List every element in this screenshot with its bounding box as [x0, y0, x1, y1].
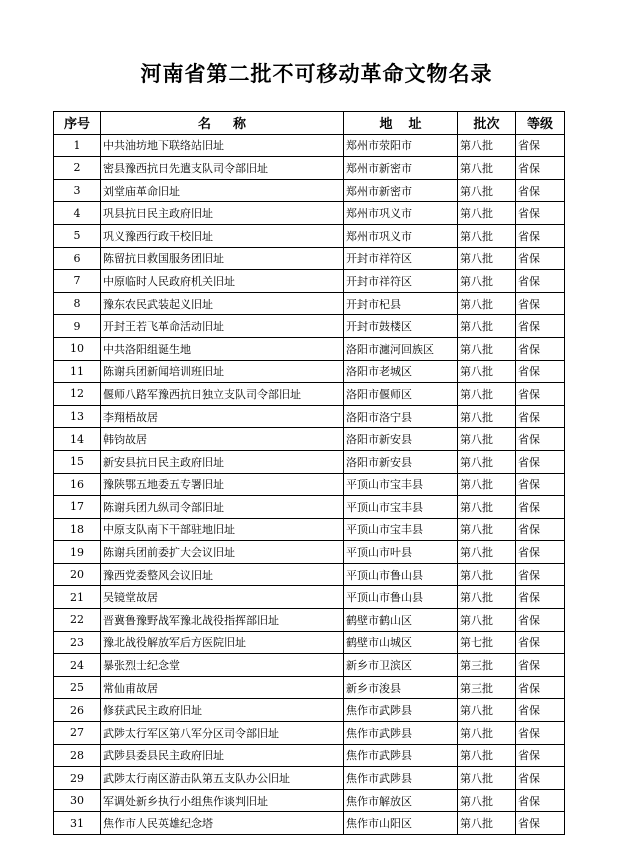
- row-index: 26: [54, 699, 101, 722]
- table-row: [54, 383, 565, 406]
- table-row: [54, 496, 565, 519]
- row-name: 常仙甫故居: [101, 676, 344, 699]
- row-index: 24: [54, 654, 101, 677]
- table-row: [54, 247, 565, 270]
- row-name: 中原临时人民政府机关旧址: [101, 270, 344, 293]
- row-address: 开封市祥符区: [344, 247, 458, 270]
- row-grade: 省保: [516, 473, 565, 496]
- table-row: [54, 179, 565, 202]
- row-batch: 第八批: [458, 247, 516, 270]
- row-index: 8: [54, 292, 101, 315]
- row-grade: 省保: [516, 315, 565, 338]
- row-address: 洛阳市新安县: [344, 450, 458, 473]
- row-name: 刘堂庙革命旧址: [101, 179, 344, 202]
- row-grade: 省保: [516, 722, 565, 745]
- row-address: 焦作市武陟县: [344, 722, 458, 745]
- table-row: [54, 586, 565, 609]
- row-index: 22: [54, 609, 101, 632]
- row-batch: 第八批: [458, 202, 516, 225]
- row-address: 平顶山市叶县: [344, 541, 458, 564]
- row-name: 陈谢兵团前委扩大会议旧址: [101, 541, 344, 564]
- row-address: 洛阳市洛宁县: [344, 405, 458, 428]
- row-name: 开封王若飞革命活动旧址: [101, 315, 344, 338]
- row-name: 偃师八路军豫西抗日独立支队司令部旧址: [101, 383, 344, 406]
- row-address: 洛阳市偃师区: [344, 383, 458, 406]
- row-batch: 第八批: [458, 563, 516, 586]
- row-batch: 第八批: [458, 428, 516, 451]
- row-address: 洛阳市新安县: [344, 428, 458, 451]
- row-address: 平顶山市宝丰县: [344, 496, 458, 519]
- row-grade: 省保: [516, 767, 565, 790]
- row-index: 28: [54, 744, 101, 767]
- row-grade: 省保: [516, 518, 565, 541]
- row-grade: 省保: [516, 224, 565, 247]
- table-row: [54, 270, 565, 293]
- row-index: 6: [54, 247, 101, 270]
- row-address: 焦作市山阳区: [344, 812, 458, 835]
- table-row: [54, 789, 565, 812]
- row-grade: 省保: [516, 541, 565, 564]
- row-index: 30: [54, 789, 101, 812]
- header-grade: 等级: [516, 112, 565, 135]
- row-batch: 第八批: [458, 609, 516, 632]
- row-address: 新乡市卫滨区: [344, 654, 458, 677]
- row-index: 10: [54, 337, 101, 360]
- row-name: 武陟县委县民主政府旧址: [101, 744, 344, 767]
- row-grade: 省保: [516, 654, 565, 677]
- row-grade: 省保: [516, 563, 565, 586]
- row-grade: 省保: [516, 292, 565, 315]
- row-address: 郑州市巩义市: [344, 202, 458, 225]
- row-batch: 第八批: [458, 360, 516, 383]
- row-index: 11: [54, 360, 101, 383]
- row-batch: 第八批: [458, 473, 516, 496]
- table-row: [54, 722, 565, 745]
- row-name: 修获武民主政府旧址: [101, 699, 344, 722]
- table-row: [54, 609, 565, 632]
- table-row: [54, 157, 565, 180]
- row-name: 巩县抗日民主政府旧址: [101, 202, 344, 225]
- row-address: 焦作市武陟县: [344, 744, 458, 767]
- row-name: 韩钧故居: [101, 428, 344, 451]
- row-index: 1: [54, 134, 101, 157]
- row-index: 4: [54, 202, 101, 225]
- table-row: [54, 541, 565, 564]
- row-grade: 省保: [516, 202, 565, 225]
- row-batch: 第八批: [458, 383, 516, 406]
- table-row: [54, 134, 565, 157]
- row-grade: 省保: [516, 450, 565, 473]
- row-batch: 第八批: [458, 270, 516, 293]
- row-batch: 第八批: [458, 789, 516, 812]
- row-address: 平顶山市宝丰县: [344, 518, 458, 541]
- row-address: 开封市杞县: [344, 292, 458, 315]
- row-address: 郑州市新密市: [344, 179, 458, 202]
- row-batch: 第八批: [458, 699, 516, 722]
- table-row: [54, 473, 565, 496]
- row-grade: 省保: [516, 496, 565, 519]
- row-batch: 第八批: [458, 157, 516, 180]
- header-batch: 批次: [458, 112, 516, 135]
- row-grade: 省保: [516, 744, 565, 767]
- table-row: [54, 631, 565, 654]
- row-index: 15: [54, 450, 101, 473]
- row-batch: 第八批: [458, 450, 516, 473]
- row-grade: 省保: [516, 789, 565, 812]
- row-address: 平顶山市宝丰县: [344, 473, 458, 496]
- row-address: 开封市鼓楼区: [344, 315, 458, 338]
- table-row: [54, 654, 565, 677]
- row-batch: 第八批: [458, 496, 516, 519]
- row-index: 29: [54, 767, 101, 790]
- row-index: 23: [54, 631, 101, 654]
- row-name: 密县豫西抗日先遣支队司令部旧址: [101, 157, 344, 180]
- row-batch: 第八批: [458, 722, 516, 745]
- table-row: [54, 812, 565, 835]
- row-batch: 第七批: [458, 631, 516, 654]
- row-batch: 第三批: [458, 676, 516, 699]
- row-address: 洛阳市瀍河回族区: [344, 337, 458, 360]
- row-grade: 省保: [516, 360, 565, 383]
- row-grade: 省保: [516, 609, 565, 632]
- row-name: 武陟太行南区游击队第五支队办公旧址: [101, 767, 344, 790]
- row-name: 陈谢兵团新闻培训班旧址: [101, 360, 344, 383]
- table-row: [54, 292, 565, 315]
- table-body: [54, 134, 565, 834]
- table-row: [54, 767, 565, 790]
- row-name: 晋冀鲁豫野战军豫北战役指挥部旧址: [101, 609, 344, 632]
- row-batch: 第八批: [458, 518, 516, 541]
- row-index: 7: [54, 270, 101, 293]
- row-batch: 第八批: [458, 134, 516, 157]
- row-address: 焦作市解放区: [344, 789, 458, 812]
- relics-table: [53, 111, 565, 835]
- row-name: 新安县抗日民主政府旧址: [101, 450, 344, 473]
- row-index: 3: [54, 179, 101, 202]
- row-name: 中原支队南下干部驻地旧址: [101, 518, 344, 541]
- row-grade: 省保: [516, 676, 565, 699]
- table-row: [54, 224, 565, 247]
- row-index: 20: [54, 563, 101, 586]
- row-address: 焦作市武陟县: [344, 699, 458, 722]
- row-grade: 省保: [516, 179, 565, 202]
- table-row: [54, 676, 565, 699]
- row-index: 12: [54, 383, 101, 406]
- row-index: 13: [54, 405, 101, 428]
- row-name: 武陟太行军区第八军分区司令部旧址: [101, 722, 344, 745]
- row-batch: 第八批: [458, 586, 516, 609]
- header-name: 名称: [101, 112, 344, 135]
- table-row: [54, 450, 565, 473]
- row-batch: 第八批: [458, 179, 516, 202]
- table-row: [54, 563, 565, 586]
- row-name: 豫东农民武装起义旧址: [101, 292, 344, 315]
- row-grade: 省保: [516, 383, 565, 406]
- table-row: [54, 428, 565, 451]
- row-address: 郑州市巩义市: [344, 224, 458, 247]
- row-batch: 第八批: [458, 405, 516, 428]
- row-name: 暴张烈士纪念堂: [101, 654, 344, 677]
- row-batch: 第八批: [458, 744, 516, 767]
- row-name: 李翔梧故居: [101, 405, 344, 428]
- row-index: 25: [54, 676, 101, 699]
- row-index: 18: [54, 518, 101, 541]
- row-grade: 省保: [516, 586, 565, 609]
- row-grade: 省保: [516, 337, 565, 360]
- row-grade: 省保: [516, 270, 565, 293]
- row-index: 2: [54, 157, 101, 180]
- row-name: 吴镜堂故居: [101, 586, 344, 609]
- table-row: [54, 405, 565, 428]
- row-index: 27: [54, 722, 101, 745]
- document-title: 河南省第二批不可移动革命文物名录: [140, 62, 493, 86]
- row-batch: 第八批: [458, 541, 516, 564]
- row-name: 豫北战役解放军后方医院旧址: [101, 631, 344, 654]
- row-name: 中共洛阳组诞生地: [101, 337, 344, 360]
- row-batch: 第三批: [458, 654, 516, 677]
- row-name: 陈谢兵团九纵司令部旧址: [101, 496, 344, 519]
- row-address: 洛阳市老城区: [344, 360, 458, 383]
- row-address: 平顶山市鲁山县: [344, 563, 458, 586]
- table-row: [54, 315, 565, 338]
- row-grade: 省保: [516, 247, 565, 270]
- row-address: 郑州市新密市: [344, 157, 458, 180]
- row-index: 5: [54, 224, 101, 247]
- row-address: 郑州市荥阳市: [344, 134, 458, 157]
- row-grade: 省保: [516, 405, 565, 428]
- row-index: 9: [54, 315, 101, 338]
- row-name: 豫西党委整风会议旧址: [101, 563, 344, 586]
- row-name: 中共油坊地下联络站旧址: [101, 134, 344, 157]
- row-grade: 省保: [516, 699, 565, 722]
- row-batch: 第八批: [458, 812, 516, 835]
- row-name: 豫陕鄂五地委五专署旧址: [101, 473, 344, 496]
- row-index: 17: [54, 496, 101, 519]
- row-name: 军调处新乡执行小组焦作谈判旧址: [101, 789, 344, 812]
- row-grade: 省保: [516, 631, 565, 654]
- header-address: 地址: [344, 112, 458, 135]
- row-address: 焦作市武陟县: [344, 767, 458, 790]
- row-grade: 省保: [516, 134, 565, 157]
- header-index: 序号: [54, 112, 101, 135]
- row-address: 新乡市浚县: [344, 676, 458, 699]
- row-index: 16: [54, 473, 101, 496]
- row-grade: 省保: [516, 428, 565, 451]
- row-index: 19: [54, 541, 101, 564]
- row-name: 巩义豫西行政干校旧址: [101, 224, 344, 247]
- table-row: [54, 699, 565, 722]
- row-address: 鹤壁市山城区: [344, 631, 458, 654]
- row-address: 平顶山市鲁山县: [344, 586, 458, 609]
- row-address: 开封市祥符区: [344, 270, 458, 293]
- row-batch: 第八批: [458, 767, 516, 790]
- row-index: 31: [54, 812, 101, 835]
- row-address: 鹤壁市鹤山区: [344, 609, 458, 632]
- row-index: 14: [54, 428, 101, 451]
- row-grade: 省保: [516, 157, 565, 180]
- row-batch: 第八批: [458, 224, 516, 247]
- row-batch: 第八批: [458, 337, 516, 360]
- row-batch: 第八批: [458, 292, 516, 315]
- table-row: [54, 360, 565, 383]
- row-grade: 省保: [516, 812, 565, 835]
- table-row: [54, 202, 565, 225]
- table-header-row: [54, 112, 565, 135]
- row-name: 陈留抗日救国服务团旧址: [101, 247, 344, 270]
- row-batch: 第八批: [458, 315, 516, 338]
- row-name: 焦作市人民英雄纪念塔: [101, 812, 344, 835]
- table-row: [54, 518, 565, 541]
- table-row: [54, 337, 565, 360]
- row-index: 21: [54, 586, 101, 609]
- table-row: [54, 744, 565, 767]
